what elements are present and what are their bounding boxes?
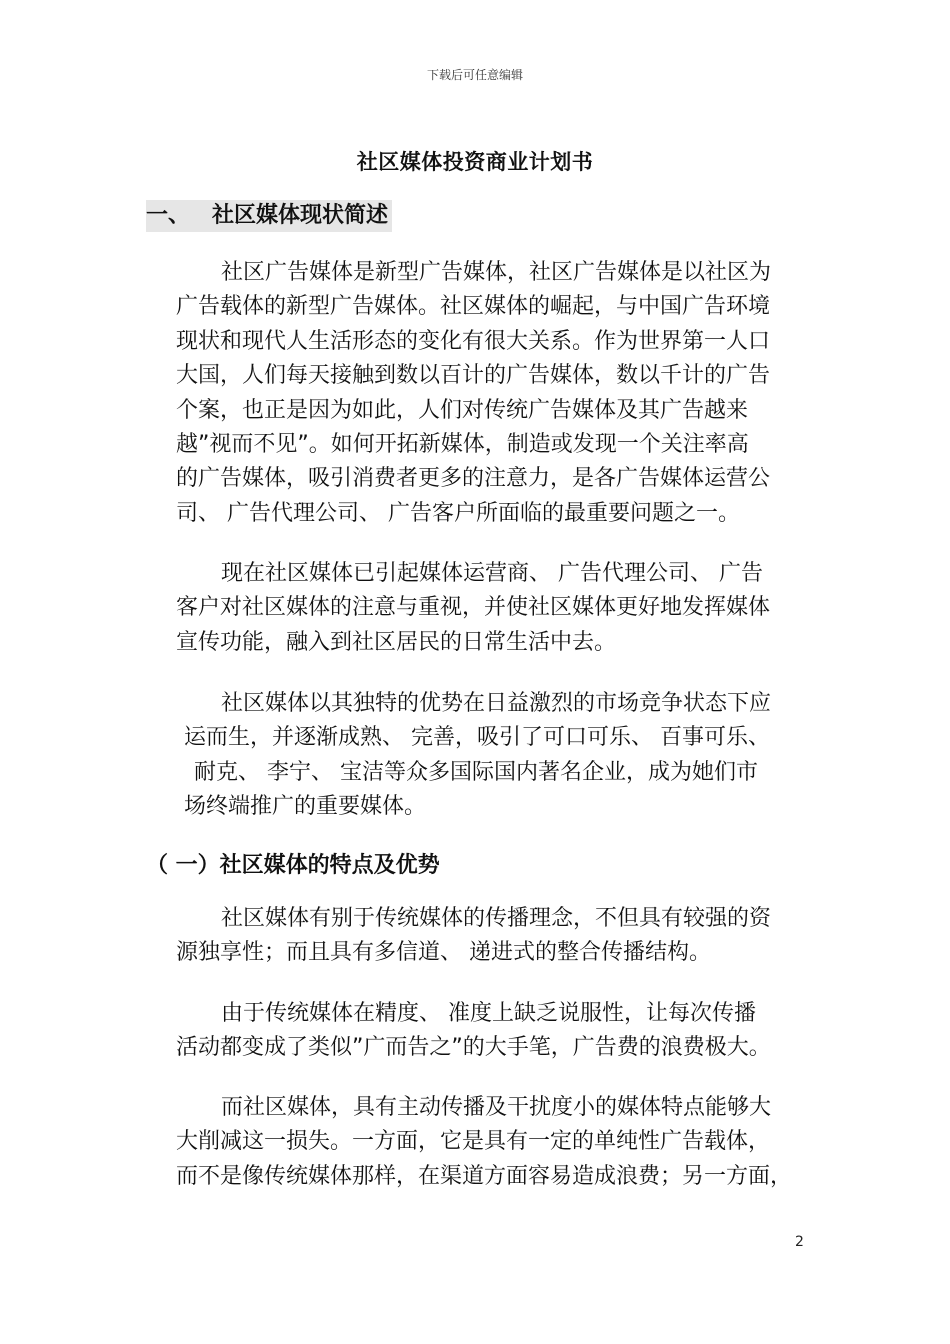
paragraph-line: 活动都变成了类似”广而告之”的大手笔，广告费的浪费极大。 [176, 1035, 771, 1061]
paragraph-line: 由于传统媒体在精度、 准度上缺乏说服性，让每次传播 [221, 1001, 756, 1026]
paragraph-line: 现状和现代人生活形态的变化有很大关系。作为世界第一人口 [176, 328, 771, 354]
paragraph-line: 客户对社区媒体的注意与重视，并使社区媒体更好地发挥媒体 [176, 595, 771, 621]
section-heading [146, 200, 392, 232]
paragraph-line: 大国，人们每天接触到数以百计的广告媒体，数以千计的广告 [176, 363, 771, 389]
paragraph-line: 而社区媒体，具有主动传播及干扰度小的媒体特点能够大 [221, 1095, 772, 1120]
paragraph-advantage [176, 687, 771, 825]
paragraph-line: 的广告媒体，吸引消费者更多的注意力，是各广告媒体运营公 [176, 466, 771, 492]
paragraph-line: 社区媒体有别于传统媒体的传播理念，不但具有较强的资 [221, 906, 772, 931]
section-heading-text: 社区媒体现状简述 [212, 203, 389, 228]
paragraph-line: 越”视而不见”。如何开拓新媒体，制造或发现一个关注率高 [176, 432, 749, 458]
header-note: 下载后可任意编辑 [426, 68, 523, 82]
paragraph-community-media [176, 1091, 792, 1194]
paragraph-overview [176, 256, 771, 531]
paragraph-attention [176, 557, 770, 660]
document-title: 社区媒体投资商业计划书 [356, 150, 594, 174]
paragraph-line: 宣传功能，融入到社区居民的日常生活中去。 [176, 629, 617, 655]
paragraph-line: 个案，也正是因为如此，人们对传统广告媒体及其广告越来 [176, 397, 749, 423]
paragraph-line: 而不是像传统媒体那样，在渠道方面容易造成浪费；另一方面， [176, 1163, 793, 1189]
paragraph-line: 源独享性；而且具有多信道、 递进式的整合传播结构。 [176, 940, 711, 966]
section-number: 一、 [146, 203, 191, 228]
paragraph-line: 场终端推广的重要媒体。 [184, 794, 427, 820]
paragraph-line: 司、 广告代理公司、 广告客户所面临的最重要问题之一。 [176, 500, 740, 526]
subsection-heading: （ 一）社区媒体的特点及优势 [146, 853, 440, 878]
paragraph-line: 社区媒体以其独特的优势在日益激烈的市场竞争状态下应 [221, 691, 772, 716]
paragraph-line: 运而生，并逐渐成熟、 完善，吸引了可口可乐、 百事可乐、 [184, 725, 770, 751]
paragraph-line: 大削减这一损失。一方面，它是具有一定的单纯性广告载体， [176, 1129, 771, 1155]
page-number: 2 [795, 1234, 804, 1250]
paragraph-line: 社区广告媒体是新型广告媒体，社区广告媒体是以社区为 [221, 260, 772, 285]
paragraph-line: 耐克、 李宁、 宝洁等众多国际国内著名企业，成为她们市 [194, 759, 758, 785]
paragraph-line: 广告载体的新型广告媒体。社区媒体的崛起，与中国广告环境 [176, 294, 771, 320]
paragraph-traditional-media [176, 997, 771, 1066]
paragraph-line: 现在社区媒体已引起媒体运营商、 广告代理公司、 广告 [221, 561, 763, 586]
paragraph-concept [176, 902, 771, 971]
